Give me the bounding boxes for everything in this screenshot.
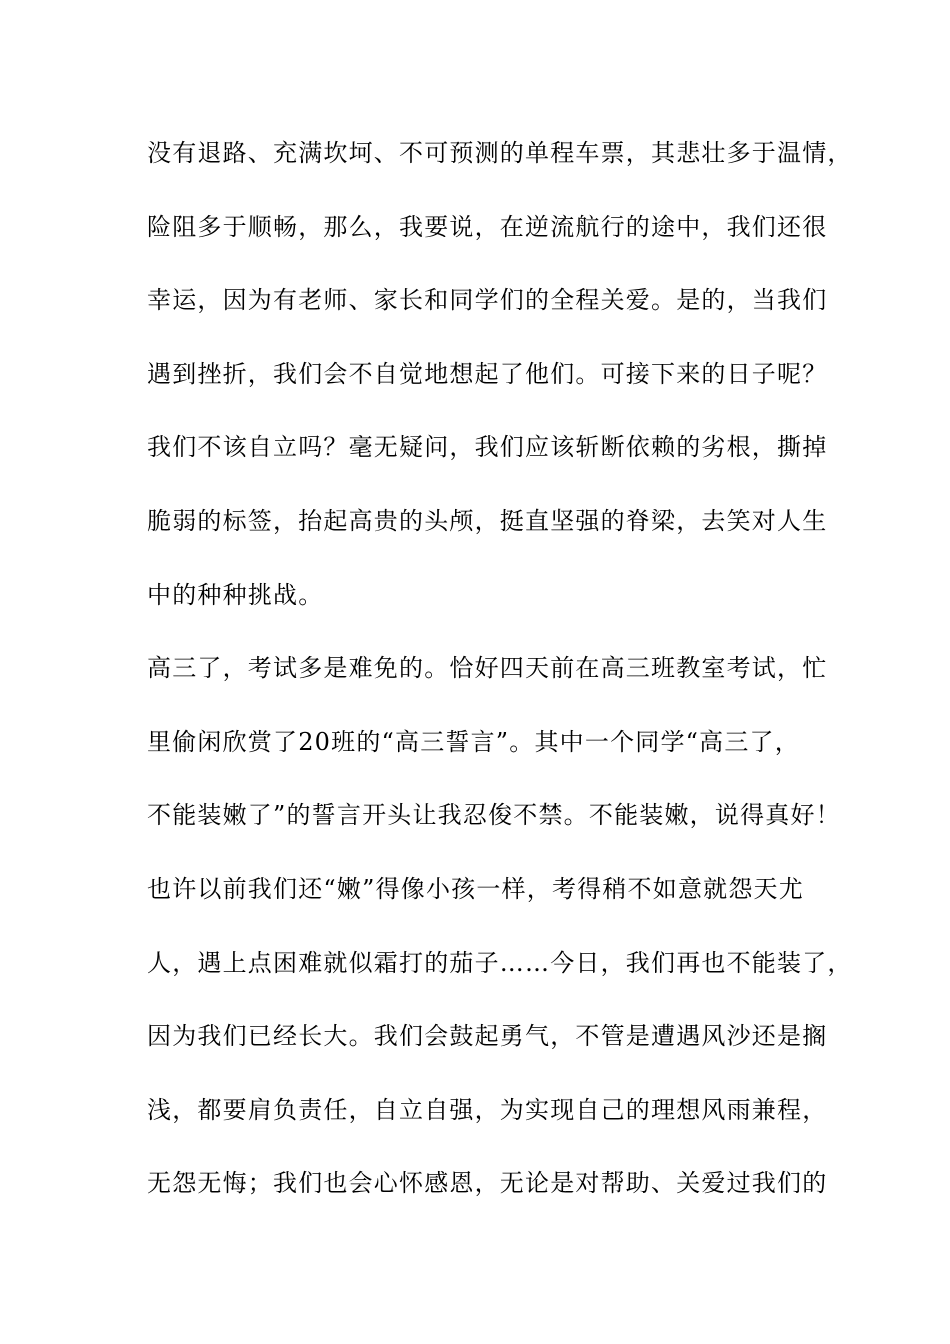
text-line: 里偷闲欣赏了20班的“高三誓言”。其中一个同学“高三了， <box>147 727 800 756</box>
text-line: 因为我们已经长大。我们会鼓起勇气，不管是遭遇风沙还是搁 <box>147 1022 828 1051</box>
text-line: 我们不该自立吗？毫无疑问，我们应该斩断依赖的劣根，撕掉 <box>147 433 828 462</box>
text-line: 也许以前我们还“嫩”得像小孩一样，考得稍不如意就怨天尤 <box>147 874 804 903</box>
text-line: 不能装嫩了”的誓言开头让我忍俊不禁。不能装嫩，说得真好！ <box>147 801 841 830</box>
text-line: 脆弱的标签，抬起高贵的头颅，挺直坚强的脊梁，去笑对人生 <box>147 506 828 535</box>
text-line: 险阻多于顺畅，那么，我要说，在逆流航行的途中，我们还很 <box>147 212 828 241</box>
text-line: 中的种种挑战。 <box>147 580 324 609</box>
text-line: 遇到挫折，我们会不自觉地想起了他们。可接下来的日子呢？ <box>147 359 828 388</box>
text-line: 浅，都要肩负责任，自立自强，为实现自己的理想风雨兼程， <box>147 1095 828 1124</box>
text-line: 没有退路、充满坎坷、不可预测的单程车票，其悲壮多于温情， <box>147 139 853 167</box>
text-line: 人，遇上点困难就似霜打的茄子……今日，我们再也不能装了， <box>147 948 853 977</box>
text-line: 高三了，考试多是难免的。恰好四天前在高三班教室考试，忙 <box>147 654 828 683</box>
text-line: 幸运，因为有老师、家长和同学们的全程关爱。是的，当我们 <box>147 286 828 315</box>
body-text <box>147 129 853 1233</box>
text-line: 无怨无悔；我们也会心怀感恩，无论是对帮助、关爱过我们的 <box>147 1169 828 1198</box>
